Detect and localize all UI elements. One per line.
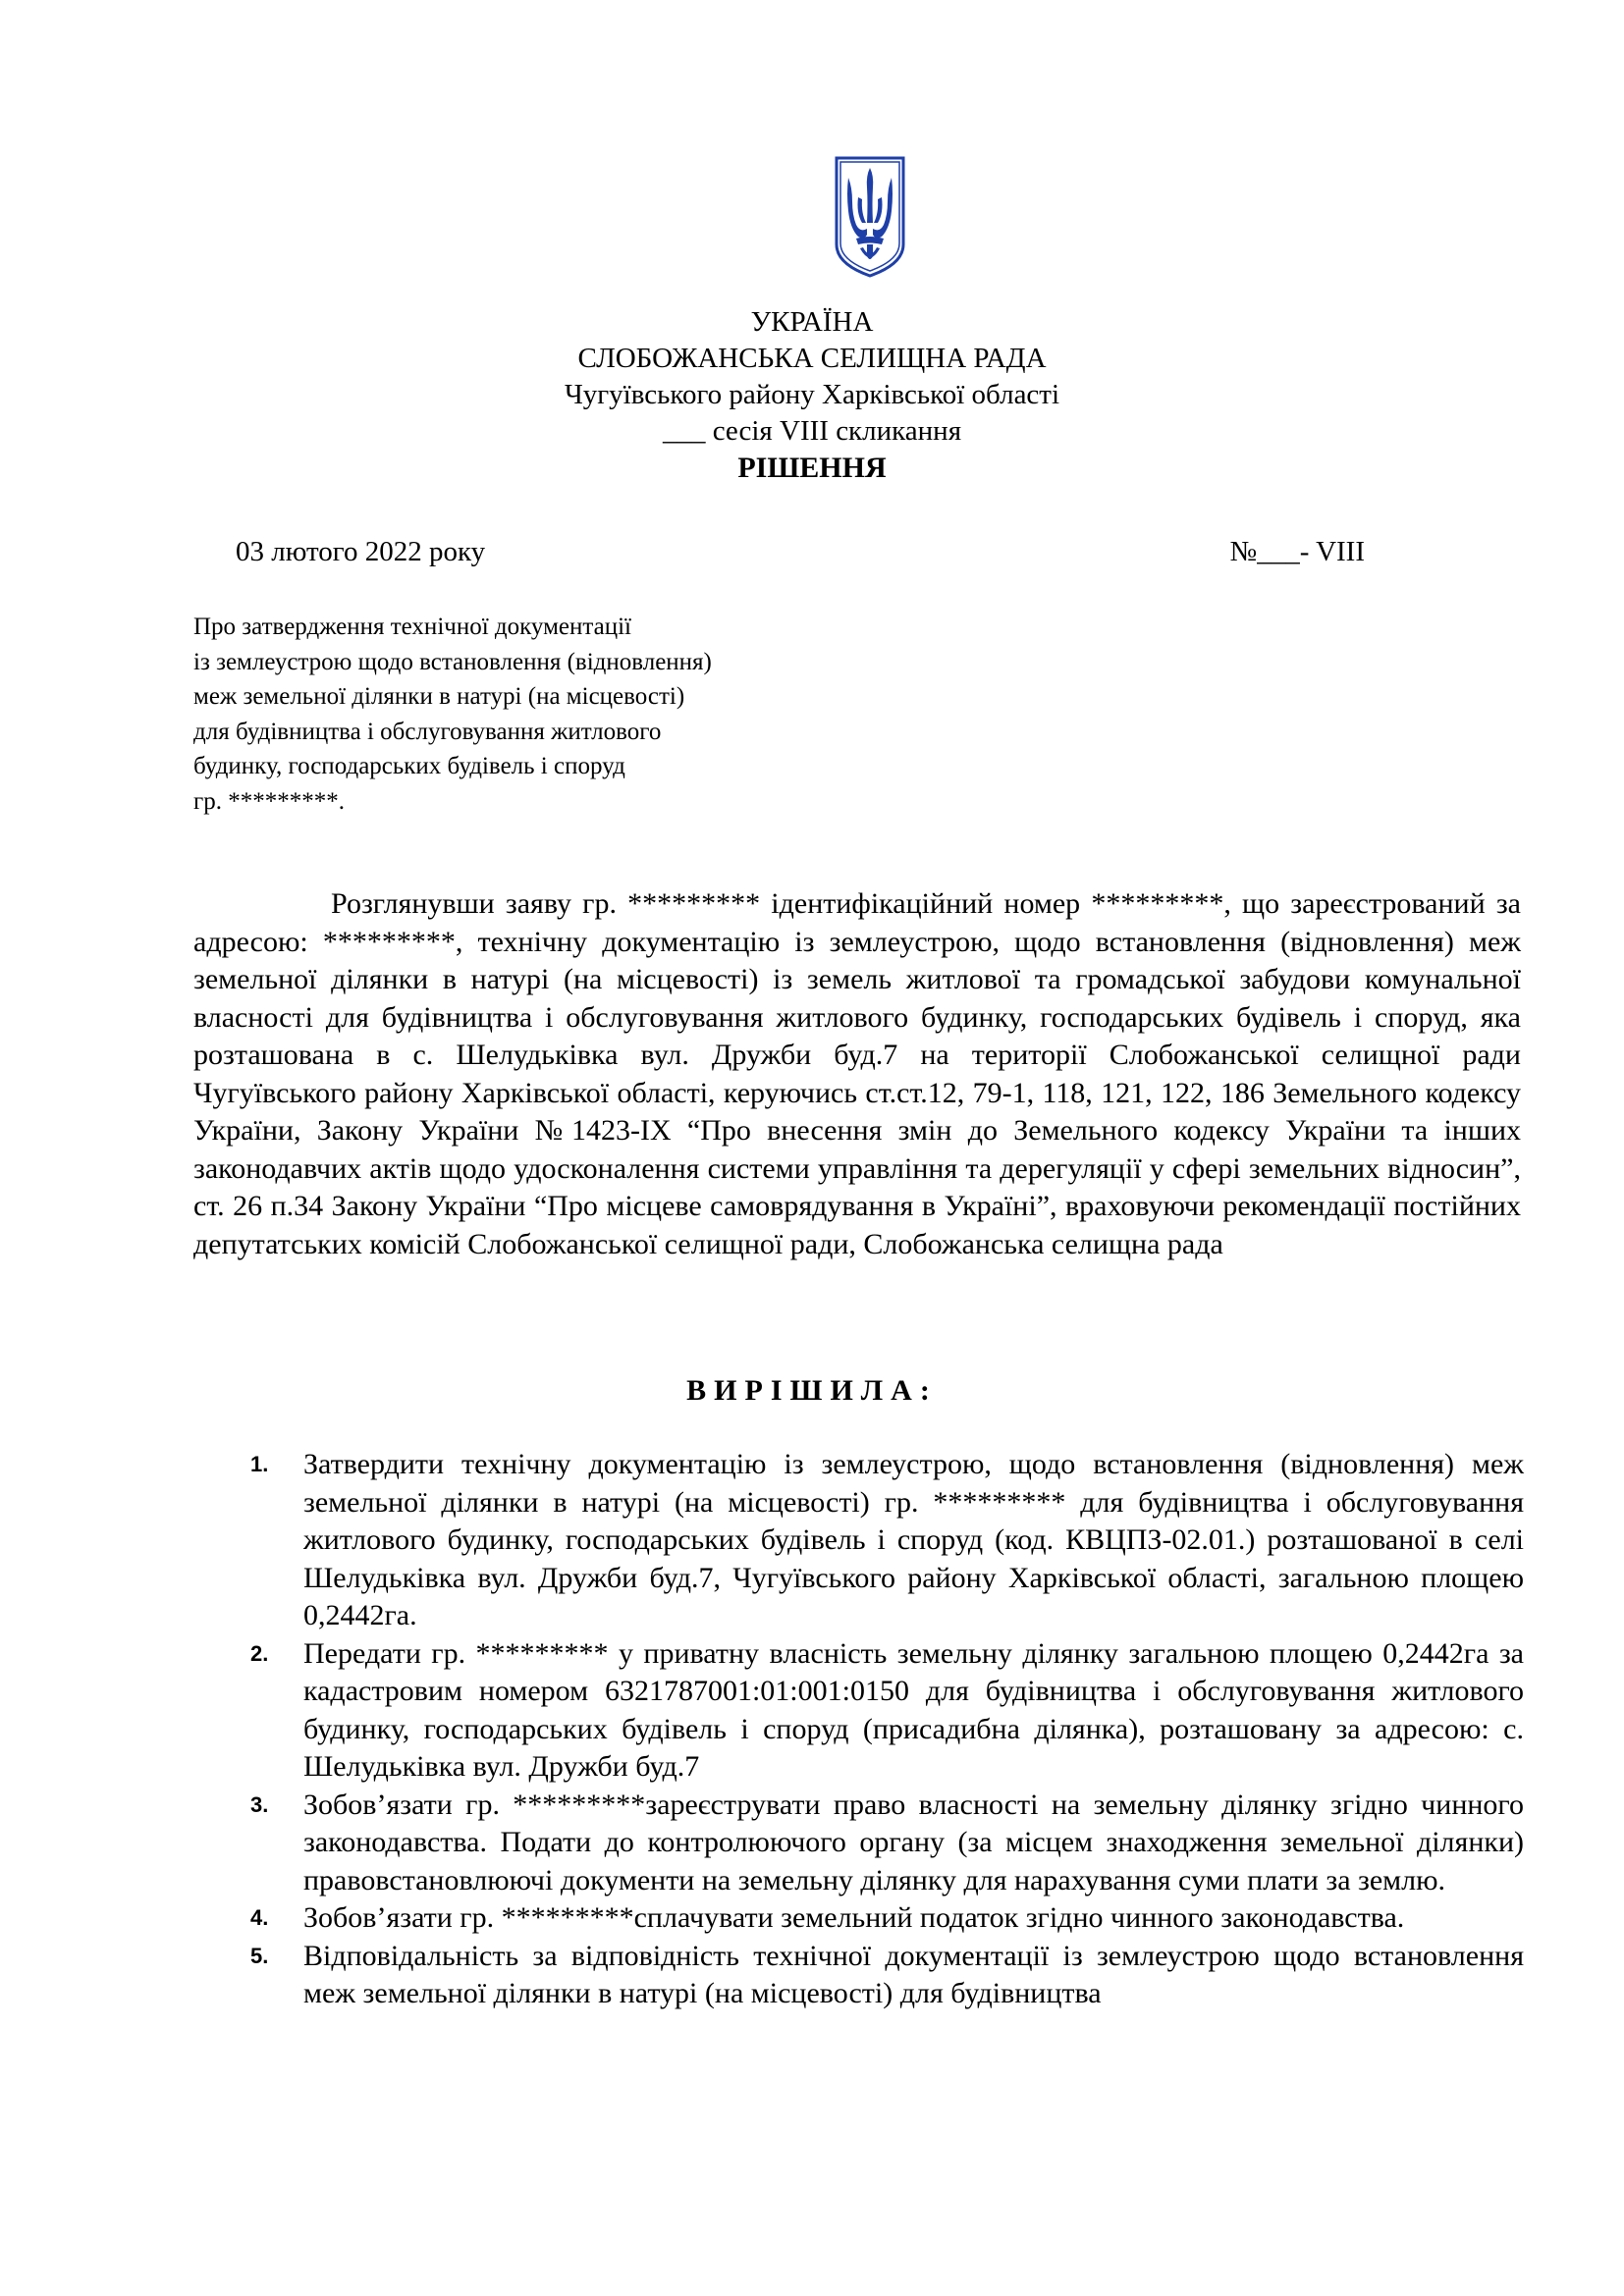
item-number: 5. [250, 1943, 269, 1968]
item-text: Зобов’язати гр. *********зареєструвати право власності на земельну ділянку згідно чинного законодавства. Подати до контролюючого органу (за місцем знаходження земельної ділянки) правовстановлюючі документи на земельну ділянку для нарахування суми плати за землю. [303, 1788, 1524, 1896]
list-item [245, 1787, 1524, 1900]
decision-subject [193, 610, 959, 819]
date-number-line [236, 534, 1365, 570]
item-number: 3. [250, 1791, 269, 1817]
preamble-paragraph: Розглянувши заяву гр. ********* ідентифікаційний номер *********, що зареєстрований за адресою: *********, технічну документацію із землеустрою, щодо встановлення (відновлення) меж земельної ділянки в натурі (на місцевості) із земель житлової та громадської забудови комунальної власності для будівництва і обслуговування житлового будинку, господарських будівель і споруд, яка розташована в с. Шелудьківка вул. Дружби буд.7 на території Слобожанської селищної ради Чугуївського району Харківської області, керуючись ст.ст.12, 79-1, 118, 121, 122, 186 Земельного кодексу України, Закону України №1423-IX “Про внесення змін до Земельного кодексу України та інших законодавчих актів щодо удосконалення системи управління та дерегуляції у сфері земельних відносин”, ст. 26 п.34 Закону України “Про місцеве самоврядування в Україні”, враховуючи рекомендації постійних депутатських комісій Слобожанської селищної ради, Слобожанська селищна рада [193, 887, 1521, 1260]
item-text: Передати гр. ********* у приватну власність земельну ділянку загальною площею 0,2442га за кадастровим номером 6321787001:01:001:0150 для будівництва і обслуговування житлового будинку, господарських будівель і споруд (присадибна ділянка), розташовану за адресою: с. Шелудьківка вул. Дружби буд.7 [303, 1636, 1524, 1783]
item-text: Відповідальність за відповідність технічної документації із землеустрою щодо встановлення меж земельної ділянки в натурі (на місцевості) для будівництва [303, 1939, 1524, 2009]
list-item [245, 1635, 1524, 1787]
subject-line: меж земельної ділянки в натурі (на місцевості) [193, 683, 685, 710]
session-line: ___ сесія VIII скликання [662, 415, 962, 447]
decision-date: 03 лютого 2022 року [236, 536, 486, 567]
coat-of-arms-icon [831, 154, 909, 280]
list-item [245, 1446, 1524, 1635]
subject-line: будинку, господарських будівель і споруд [193, 753, 625, 779]
item-text: Затвердити технічну документацію із землеустрою, щодо встановлення (відновлення) меж земельної ділянки в натурі (на місцевості) гр. ********* для будівництва і обслуговування житлового будинку, господарських будівель і споруд (код. КВЦПЗ-02.01.) розташованої в селі Шелудьківка вул. Дружби буд.7, Чугуївського району Харківської області, загальною площею 0,2442га. [303, 1448, 1524, 1631]
document-type: РІШЕННЯ [737, 452, 887, 484]
council-name: СЛОБОЖАНСЬКА СЕЛИЩНА РАДА [577, 343, 1047, 374]
district-name: Чугуївського району Харківської області [564, 379, 1060, 410]
country-name: УКРАЇНА [750, 306, 874, 338]
list-item [245, 1938, 1524, 2013]
subject-line: Про затвердження технічної документації [193, 614, 631, 640]
decision-heading: ВИРІШИЛА: [686, 1374, 938, 1407]
subject-line: для будівництва і обслуговування житлового [193, 718, 662, 745]
item-text: Зобов’язати гр. *********сплачувати земельний податок згідно чинного законодавства. [303, 1901, 1405, 1934]
item-number: 2. [250, 1640, 269, 1666]
decision-number: №___- VIII [1229, 536, 1365, 567]
decision-items-list [245, 1446, 1524, 2013]
subject-line: гр. *********. [193, 787, 346, 815]
subject-line: із землеустрою щодо встановлення (відновлення) [193, 648, 712, 675]
document-header [0, 304, 1624, 486]
item-number: 1. [250, 1452, 269, 1476]
list-item [245, 1899, 1524, 1938]
item-number: 4. [250, 1905, 269, 1930]
